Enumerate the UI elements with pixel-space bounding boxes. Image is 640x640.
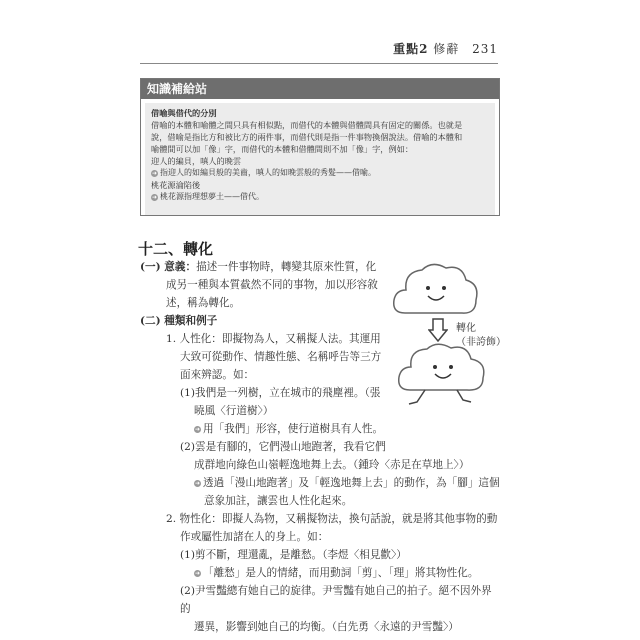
arrow-icon: ➜ xyxy=(194,569,201,577)
box-example-note: ➜ 桃花源指理想夢土——借代。 xyxy=(151,192,264,201)
box-example: 桃花源淪陷後 xyxy=(151,180,201,190)
types-heading: (二) 種類和例子 xyxy=(140,315,218,327)
box-example-note: ➜ 指迎人的如編貝般的美齒，嗔人的如晚雲般的秀髮——借喻。 xyxy=(151,168,376,177)
box-para-line: 喻體間可以加「像」字，而借代的本體和借體間則不加「像」字，例如： xyxy=(151,144,414,154)
box-subtitle: 借喻與借代的分別 xyxy=(151,108,217,118)
example-1: (1)我們是一列樹，立在城市的飛塵裡。（張 曉風〈行道樹〉） ➜ 用「我們」形容，使行道樹具有人性。 xyxy=(180,387,384,435)
down-arrow-icon xyxy=(428,318,448,342)
happy-cloud-illustration xyxy=(390,258,480,320)
arrow-icon: ➜ xyxy=(151,169,158,177)
figure-label: 轉化 （非誇飾） xyxy=(456,323,506,348)
example-2: (2)雲是有腳的，它們漫山地跑著，我看它們 成群地向綠色山嶺輕逸地舞上去。（鍾玲〈赤足在草地上〉） ➜ 透過「漫山地跑著」及「輕逸地舞上去」的動作，為「腳」這個 意象加註，讓雲也人性化起來。 xyxy=(180,441,500,507)
box-para-line: 說，借喻是指比方和被比方的兩件事，而借代則是指一件事物換個說法。借喻的本體和 xyxy=(151,132,463,142)
box-example: 迎人的編貝，嗔人的晚雲 xyxy=(151,156,242,166)
header-topic: 修辭 xyxy=(433,42,460,56)
box-title: 知識補給站 xyxy=(141,79,499,99)
knowledge-box xyxy=(140,78,500,216)
header-section: 重點2 xyxy=(393,42,429,56)
section-title: 十二、轉化 xyxy=(138,240,214,258)
box-para-line: 借喻的本體和喻體之間只具有相似點，而借代的本體與借體間具有固定的關係。也就是 xyxy=(151,120,463,130)
example-3: (1)剪不斷，理還亂，是離愁。（李煜〈相見歡〉） ➜ 「離愁」是人的情緒，而用動詞「剪」、「理」將其物性化。 xyxy=(180,549,479,579)
page-number: 231 xyxy=(472,42,498,56)
type-2: 2. 物性化：即擬人為物，又稱擬物法，換句話說，就是將其他事物的動 作或屬性加諸在人的身上。如： xyxy=(166,513,498,543)
definition: (一) 意義：描述一件事物時，轉變其原來性質，化 成另一種與本質截然不同的事物，加以形容敘 述，稱為轉化。 xyxy=(140,261,378,309)
header-rule xyxy=(140,63,498,64)
walking-cloud-illustration xyxy=(395,342,490,412)
page-header xyxy=(393,40,498,57)
arrow-icon: ➜ xyxy=(151,193,158,201)
arrow-icon: ➜ xyxy=(194,425,201,433)
box-body xyxy=(145,103,495,215)
example-4: (2)尹雪豔總有她自己的旋律。尹雪豔有她自己的拍子。絕不因外界的 遷異，影響到她自己的均衡。（白先勇〈永遠的尹雪豔〉） xyxy=(180,585,492,633)
type-1: 1. 人性化：即擬物為人，又稱擬人法。其運用 大致可從動作、情趣性態、名稱呼告等三方 面來辨認。如： xyxy=(166,333,382,381)
arrow-icon: ➜ xyxy=(194,479,201,487)
